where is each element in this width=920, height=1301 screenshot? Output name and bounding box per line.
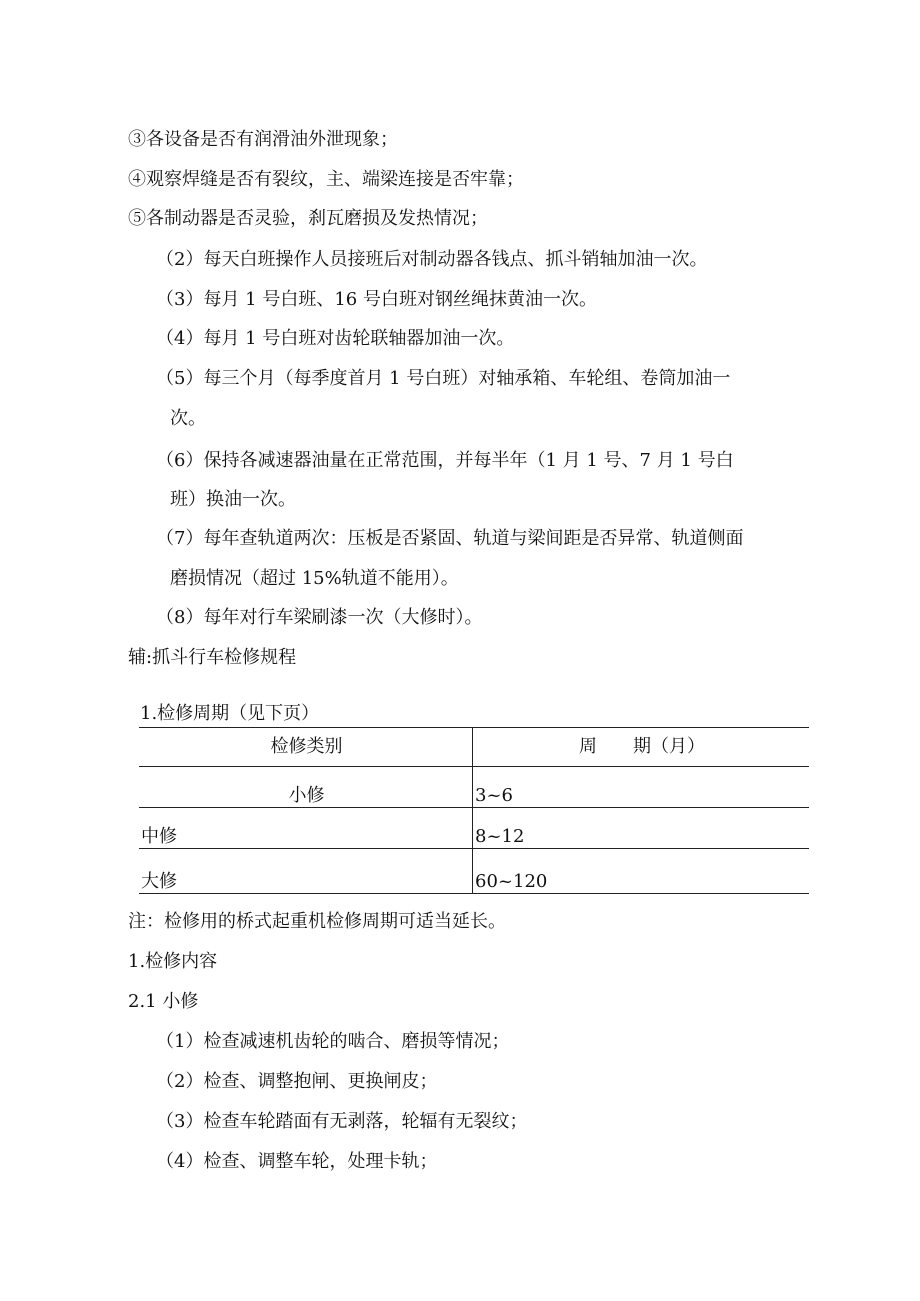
appendix-title: 辅:抓斗行车检修规程	[128, 647, 297, 668]
cell-category: 大修	[139, 849, 473, 894]
maintenance-cycle-table	[139, 727, 809, 894]
table-note: 注：检修用的桥式起重机检修周期可适当延长。	[128, 911, 506, 932]
maintenance-item: （8）每年对行车梁刷漆一次（大修时）。	[156, 607, 483, 628]
header-category: 检修类别	[139, 728, 473, 767]
table-row	[139, 767, 809, 808]
maintenance-item: （7）每年查轨道两次：压板是否紧固、轨道与梁间距是否异常、轨道侧面	[156, 528, 744, 549]
check-item: ④观察焊缝是否有裂纹，主、端梁连接是否牢靠；	[128, 169, 524, 190]
minor-item: （3）检查车轮踏面有无剥落，轮辐有无裂纹；	[156, 1111, 528, 1132]
minor-item: （2）检查、调整抱闸、更换闸皮；	[156, 1071, 438, 1092]
table-header-row	[139, 728, 809, 767]
cell-cycle: 3~6	[473, 767, 810, 808]
maintenance-item: （3）每月 1 号白班、16 号白班对钢丝绳抹黄油一次。	[156, 289, 597, 310]
maintenance-item: （2）每天白班操作人员接班后对制动器各钱点、抓斗销轴加油一次。	[156, 249, 708, 270]
header-cycle: 周 期（月）	[473, 728, 810, 767]
cycle-caption: 1.检修周期（见下页）	[140, 703, 320, 724]
table-row	[139, 849, 809, 894]
minor-item: （1）检查减速机齿轮的啮合、磨损等情况；	[156, 1031, 510, 1052]
table-row	[139, 808, 809, 849]
cell-category: 小修	[139, 767, 473, 808]
maintenance-item-continuation: 次。	[170, 408, 206, 429]
maintenance-item: （4）每月 1 号白班对齿轮联轴器加油一次。	[156, 328, 515, 349]
cell-category: 中修	[139, 808, 473, 849]
maintenance-item: （6）保持各减速器油量在正常范围，并每半年（1 月 1 号、7 月 1 号白	[156, 450, 734, 471]
content-title: 1.检修内容	[128, 951, 218, 972]
maintenance-item-continuation: 班）换油一次。	[170, 489, 296, 510]
check-item: ③各设备是否有润滑油外泄现象；	[128, 129, 398, 150]
cell-cycle: 8~12	[473, 808, 810, 849]
cell-cycle: 60~120	[473, 849, 810, 894]
maintenance-item: （5）每三个月（每季度首月 1 号白班）对轴承箱、车轮组、卷筒加油一	[156, 368, 731, 389]
minor-repair-title: 2.1 小修	[128, 991, 199, 1012]
minor-item: （4）检查、调整车轮，处理卡轨；	[156, 1151, 438, 1172]
maintenance-item-continuation: 磨损情况（超过 15%轨道不能用）。	[170, 568, 459, 589]
check-item: ⑤各制动器是否灵验，刹瓦磨损及发热情况；	[128, 208, 488, 229]
